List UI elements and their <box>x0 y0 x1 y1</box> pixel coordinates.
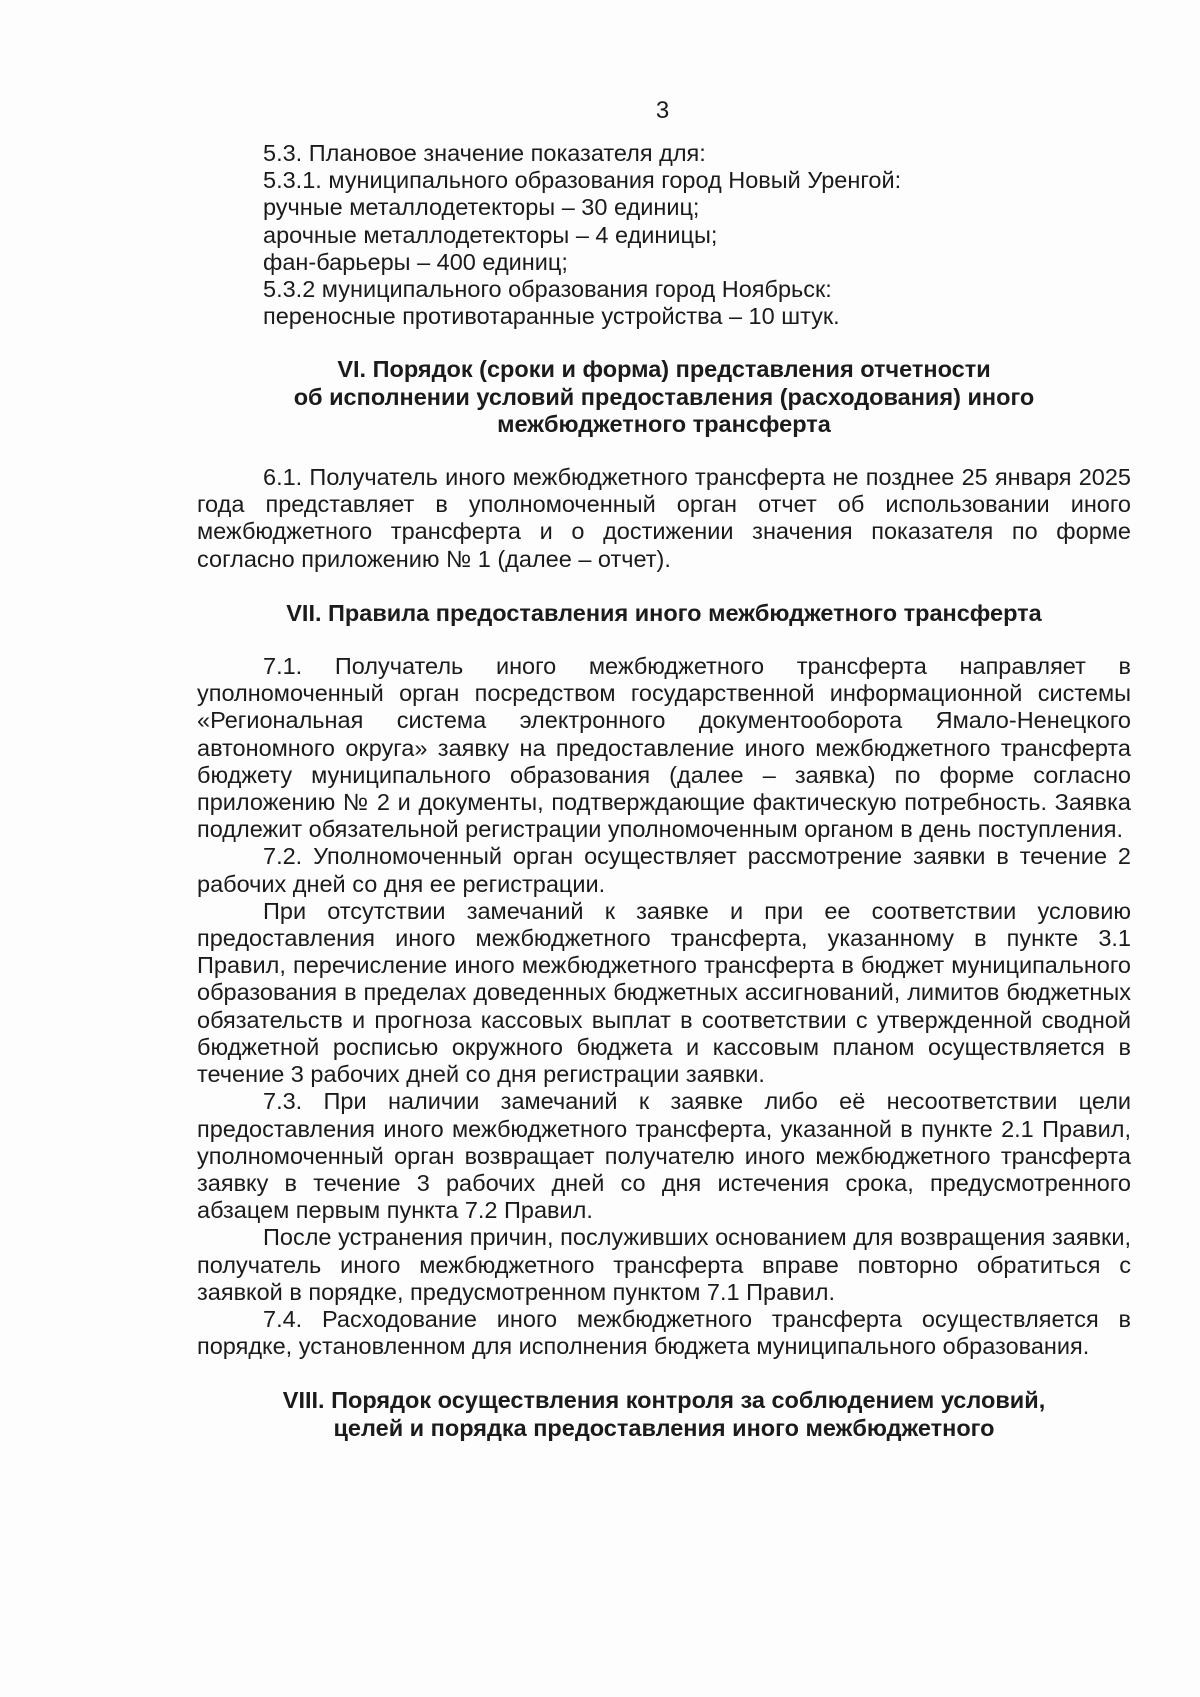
list-line: арочные металлодетекторы – 4 единицы; <box>263 221 718 248</box>
section-7-heading <box>197 600 1131 627</box>
list-line: 5.3.2 муниципального образования город Ноябрьск: <box>263 276 832 303</box>
list-line: 5.3. Плановое значение показателя для: <box>263 140 706 166</box>
paragraph-6-1: 6.1. Получатель иного межбюджетного трансферта не позднее 25 января 2025 года представляет в уполномоченный орган отчет об использовании иного межбюджетного трансферта и о достижении значения показателя по форме согласно приложению № 1 (далее – отчет). <box>197 464 1131 572</box>
list-line: ручные металлодетекторы – 30 единиц; <box>263 194 700 221</box>
paragraph-7-2-cont: При отсутствии замечаний к заявке и при ее соответствии условию предоставления иного межбюджетного трансферта, указанному в пункте 3.1 Правил, перечисление иного межбюджетного трансферта в бюджет муниципального образования в пределах доведенных бюджетных ассигнований, лимитов бюджетных обязательств и прогноза кассовых выплат в соответствии с утвержденной сводной бюджетной росписью окружного бюджета и кассовым планом осуществляется в течение 3 рабочих дней со дня регистрации заявки. <box>197 897 1131 1088</box>
list-line: переносные противотаранные устройства – 10 штук. <box>263 303 840 330</box>
paragraph-7-4: 7.4. Расходование иного межбюджетного трансферта осуществляется в порядке, установленном для исполнения бюджета муниципального образования. <box>197 1305 1131 1360</box>
spacer <box>197 627 1131 653</box>
heading-line: VII. Правила предоставления иного межбюджетного трансферта <box>286 599 1042 626</box>
paragraph-7-3: 7.3. При наличии замечаний к заявке либо её несоответствии цели предоставления иного межбюджетного трансферта, указанной в пункте 2.1 Правил, уполномоченный орган возвращает получателю иного межбюджетного трансферта заявку в течение 3 рабочих дней со дня истечения срока, предусмотренного абзацем первым пункта 7.2 Правил. <box>197 1088 1131 1224</box>
page-number: 3 <box>655 97 670 124</box>
heading-line: VIII. Порядок осуществления контроля за соблюдением условий, <box>282 1387 1046 1414</box>
heading-line: VI. Порядок (сроки и форма) представления отчетности <box>337 356 991 383</box>
paragraph-7-2: 7.2. Уполномоченный орган осуществляет рассмотрение заявки в течение 2 рабочих дней со дня ее регистрации. <box>197 843 1131 897</box>
spacer <box>197 1360 1131 1387</box>
heading-line: целей и порядка предоставления иного межбюджетного <box>333 1414 995 1441</box>
list-line: фан-барьеры – 400 единиц; <box>263 248 568 275</box>
spacer <box>197 573 1131 600</box>
heading-line: об исполнении условий предоставления (расходования) иного <box>293 383 1035 410</box>
section-6-heading <box>197 356 1131 438</box>
heading-line: межбюджетного трансферта <box>497 410 831 437</box>
list-line: 5.3.1. муниципального образования город Новый Уренгой: <box>263 167 902 194</box>
indicator-plan-list <box>197 140 1131 330</box>
paragraph-7-3-cont: После устранения причин, послуживших основанием для возвращения заявки, получатель иного межбюджетного трансферта вправе повторно обратиться с заявкой в порядке, предусмотренном пунктом 7.1 Правил. <box>197 1224 1131 1305</box>
paragraph-7-1: 7.1. Получатель иного межбюджетного трансферта направляет в уполномоченный орган посредством государственной информационной системы «Региональная система электронного документооборота Ямало-Ненецкого автономного округа» заявку на предоставление иного межбюджетного трансферта бюджету муниципального образования (далее – заявка) по форме согласно приложению № 2 и документы, подтверждающие фактическую потребность. Заявка подлежит обязательной регистрации уполномоченным органом в день поступления. <box>197 653 1131 843</box>
section-8-heading <box>197 1387 1131 1441</box>
document-body <box>197 140 1131 1442</box>
spacer <box>197 438 1131 464</box>
spacer <box>197 330 1131 356</box>
